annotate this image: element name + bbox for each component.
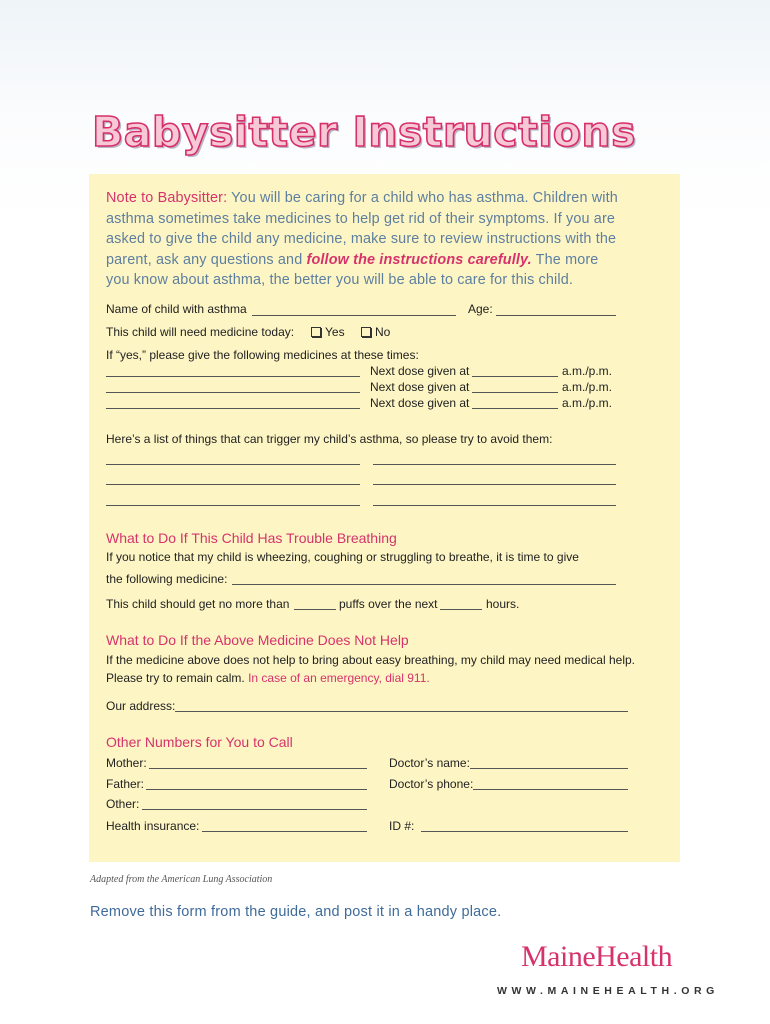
other-numbers-heading: Other Numbers for You to Call [106, 734, 293, 750]
page-title: Babysitter Instructions [92, 108, 637, 156]
trigger-field-1[interactable] [106, 464, 360, 465]
credit-line: Adapted from the American Lung Association [90, 874, 273, 885]
trouble-text-2: the following medicine: [106, 572, 228, 586]
doctor-phone-field[interactable] [473, 789, 628, 790]
insurance-field[interactable] [202, 831, 367, 832]
note-emphasis: follow the instructions carefully. [306, 251, 532, 268]
trigger-field-4[interactable] [373, 484, 616, 485]
doctor-name-label: Doctor’s name: [389, 756, 470, 770]
no-checkbox[interactable] [361, 327, 371, 337]
trouble-text-1: If you notice that my child is wheezing, coughing or struggling to breathe, it is time to give [106, 550, 579, 564]
child-name-field[interactable] [252, 315, 456, 316]
remain-calm-text: Please try to remain calm. [106, 671, 245, 685]
child-name-label: Name of child with asthma [106, 302, 247, 316]
trouble-breathing-heading: What to Do If This Child Has Trouble Breathing [106, 530, 397, 546]
other-label: Other: [106, 797, 140, 811]
yes-option[interactable] [311, 325, 345, 339]
if-yes-label: If “yes,” please give the following medicines at these times: [106, 348, 419, 362]
doctor-name-field[interactable] [470, 768, 628, 769]
trigger-field-2[interactable] [373, 464, 616, 465]
no-help-text-1: If the medicine above does not help to bring about easy breathing, my child may need medical help. [106, 653, 635, 667]
trigger-field-3[interactable] [106, 484, 360, 485]
mother-field[interactable] [149, 768, 367, 769]
age-label: Age: [468, 302, 493, 316]
trigger-field-6[interactable] [373, 505, 616, 506]
no-help-text-2 [106, 671, 430, 685]
remove-instruction: Remove this form from the guide, and post it in a handy place. [90, 904, 502, 920]
dose-time-field-3[interactable] [472, 408, 558, 409]
father-field[interactable] [146, 789, 367, 790]
dose-time-field-2[interactable] [472, 392, 558, 393]
note-text-1: You will be caring for a child who has asthma. Children with asthma sometimes take medicines to help get rid of their symptoms. If you are asked to give the child any medicine, make sure to review instructions with the parent, ask any questions and [106, 190, 618, 268]
ampm-label-2: a.m./p.m. [562, 380, 613, 394]
ampm-label-1: a.m./p.m. [562, 364, 613, 378]
trigger-field-5[interactable] [106, 505, 360, 506]
no-help-heading: What to Do If the Above Medicine Does Not Help [106, 632, 409, 648]
next-dose-label-2: Next dose given at [370, 380, 470, 394]
dose-time-field-1[interactable] [472, 376, 558, 377]
no-label: No [375, 325, 391, 339]
limit-text-a: This child should get no more than [106, 597, 290, 611]
emergency-text: In case of an emergency, dial 911. [248, 671, 430, 685]
website-url: WWW.MAINEHEALTH.ORG [497, 985, 719, 997]
yes-checkbox[interactable] [311, 327, 321, 337]
triggers-label: Here’s a list of things that can trigger my child’s asthma, so please try to avoid them: [106, 432, 553, 446]
note-to-babysitter [106, 188, 626, 291]
address-label: Our address: [106, 699, 176, 713]
medicine-today-label: This child will need medicine today: [106, 325, 295, 339]
id-label: ID #: [389, 819, 415, 833]
note-text-2: The more you know about asthma, the better you will be able to care for this child. [106, 251, 599, 288]
hours-field[interactable] [440, 609, 482, 610]
father-label: Father: [106, 777, 145, 791]
address-field[interactable] [175, 711, 628, 712]
ampm-label-3: a.m./p.m. [562, 396, 613, 410]
doctor-phone-label: Doctor’s phone: [389, 777, 474, 791]
other-field[interactable] [142, 809, 367, 810]
limit-text-b: puffs over the next [339, 597, 438, 611]
insurance-label: Health insurance: [106, 819, 200, 833]
limit-text-c: hours. [486, 597, 520, 611]
medicine-field-2[interactable] [106, 392, 360, 393]
next-dose-label-3: Next dose given at [370, 396, 470, 410]
no-option[interactable] [361, 325, 390, 339]
age-field[interactable] [496, 315, 616, 316]
mainehealth-logo: MaineHealth [521, 940, 673, 973]
id-field[interactable] [421, 831, 628, 832]
medicine-field-1[interactable] [106, 376, 360, 377]
following-medicine-field[interactable] [232, 584, 616, 585]
next-dose-label-1: Next dose given at [370, 364, 470, 378]
mother-label: Mother: [106, 756, 147, 770]
puffs-field[interactable] [294, 609, 336, 610]
medicine-field-3[interactable] [106, 408, 360, 409]
note-lead: Note to Babysitter: [106, 190, 228, 206]
yes-label: Yes [325, 325, 345, 339]
